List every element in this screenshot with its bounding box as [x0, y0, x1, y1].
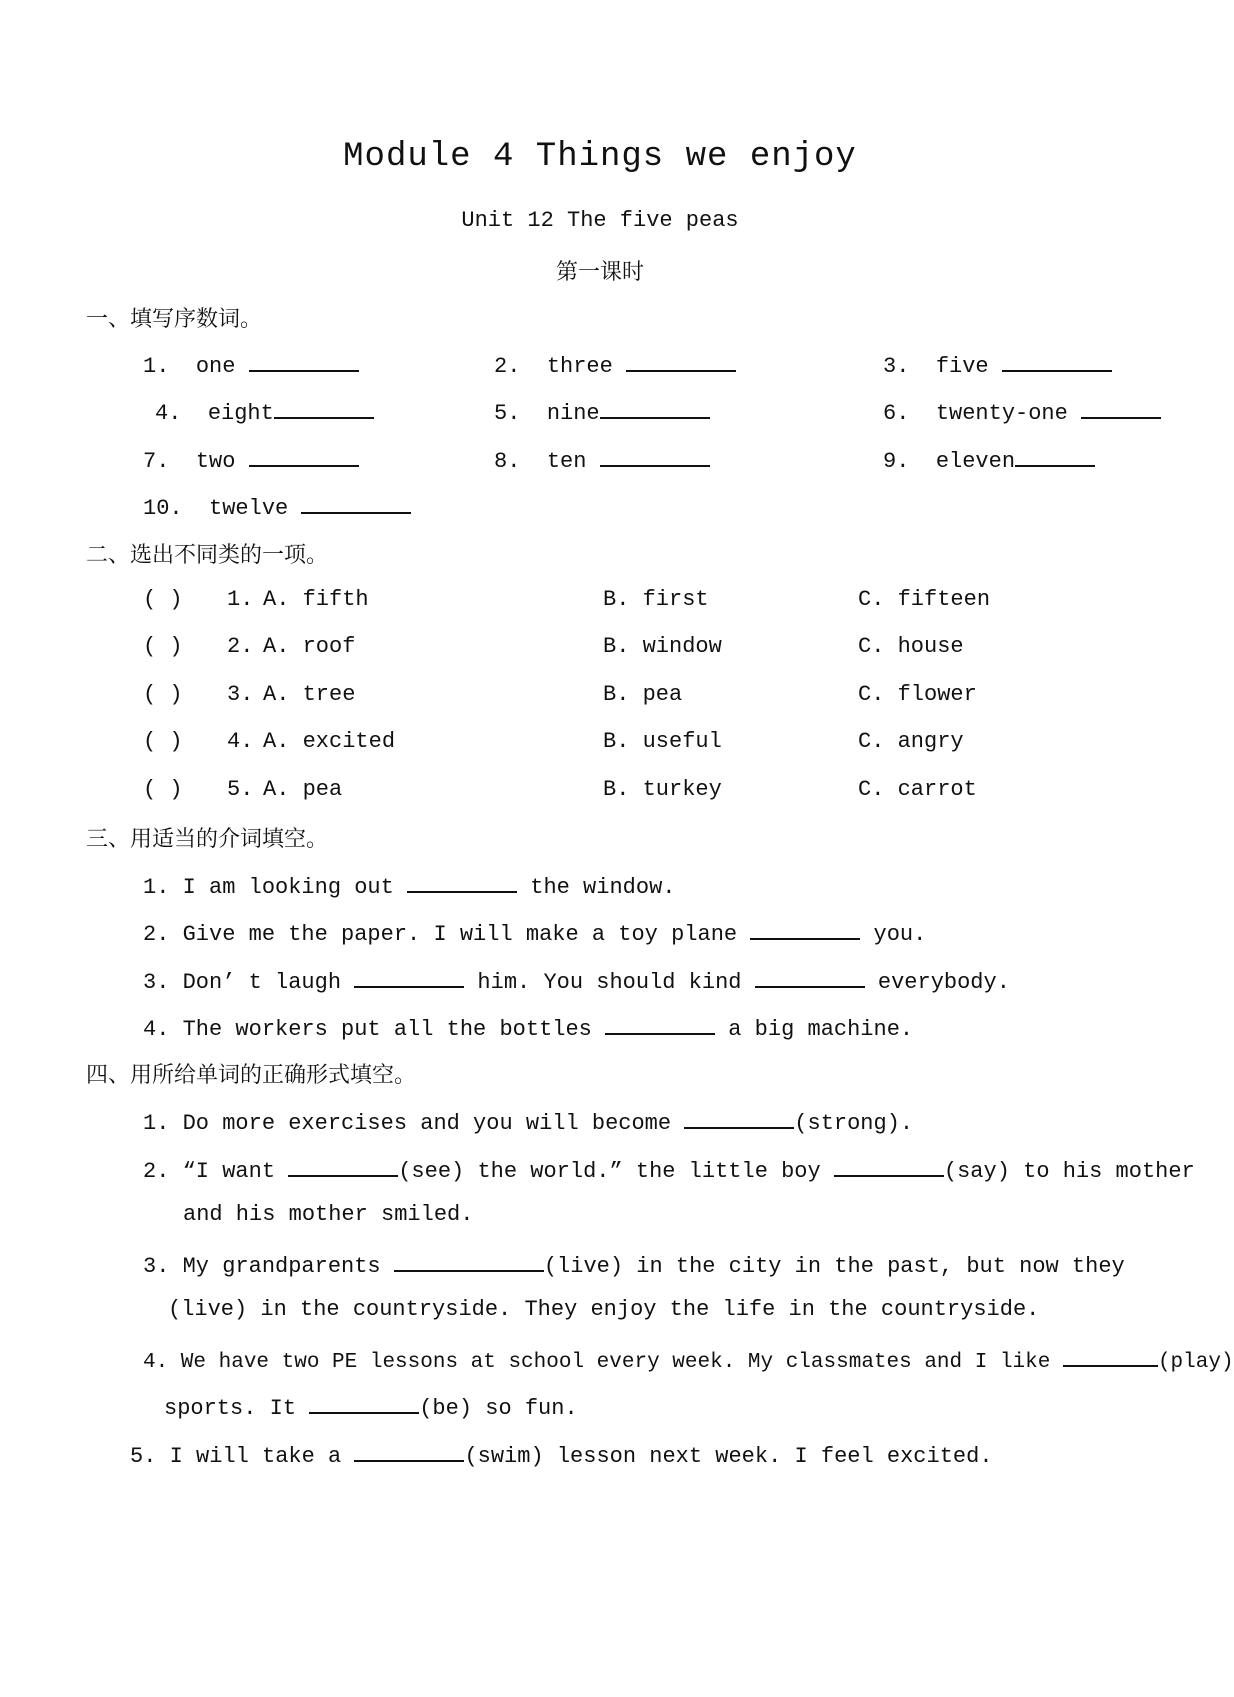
answer-blank[interactable] — [755, 966, 865, 988]
unit-subtitle: Unit 12 The five peas — [461, 208, 739, 233]
option-c: C. angry — [858, 729, 964, 754]
ordinal-item-5: 5. nine — [494, 397, 710, 426]
choice-paren[interactable]: ( ) — [143, 682, 183, 707]
answer-blank[interactable] — [394, 1250, 544, 1272]
word-form-question-3-cont: (live) in the countryside. They enjoy the life in the countryside. — [168, 1297, 1040, 1322]
answer-blank[interactable] — [1015, 445, 1095, 467]
ordinal-item-6: 6. twenty-one — [883, 397, 1161, 426]
choice-num: 3. — [227, 682, 254, 707]
lesson-label: 第一课时 — [555, 260, 644, 285]
ordinal-item-4: 4. eight — [155, 397, 374, 426]
answer-blank[interactable] — [626, 350, 736, 372]
answer-blank[interactable] — [249, 445, 359, 467]
answer-blank[interactable] — [600, 445, 710, 467]
page-title: Module 4 Things we enjoy — [343, 138, 857, 176]
answer-blank[interactable] — [274, 397, 374, 419]
section-1-heading: 一、填写序数词。 — [86, 307, 263, 332]
option-b: B. turkey — [603, 777, 722, 802]
option-a: A. fifth — [263, 587, 369, 612]
answer-blank[interactable] — [354, 966, 464, 988]
answer-blank[interactable] — [1081, 397, 1161, 419]
choice-paren[interactable]: ( ) — [143, 587, 183, 612]
answer-blank[interactable] — [750, 918, 860, 940]
option-a: A. pea — [263, 777, 343, 802]
choice-num: 2. — [227, 634, 254, 659]
word-form-question-2: 2. “I want (see) the world.” the little boy (say) to his mother — [143, 1155, 1195, 1184]
section-2-heading: 二、选出不同类的一项。 — [86, 543, 329, 568]
ordinal-item-3: 3. five — [883, 350, 1112, 379]
option-c: C. house — [858, 634, 964, 659]
option-b: B. first — [603, 587, 709, 612]
ordinal-item-1: 1. one — [143, 350, 359, 379]
option-b: B. useful — [603, 729, 722, 754]
answer-blank[interactable] — [684, 1107, 794, 1129]
ordinal-item-10: 10. twelve — [143, 492, 411, 521]
answer-blank[interactable] — [600, 397, 710, 419]
answer-blank[interactable] — [288, 1155, 398, 1177]
word-form-question-4-cont: sports. It (be) so fun. — [164, 1392, 578, 1421]
answer-blank[interactable] — [605, 1013, 715, 1035]
word-form-question-3: 3. My grandparents (live) in the city in the past, but now they — [143, 1250, 1125, 1279]
choice-paren[interactable]: ( ) — [143, 634, 183, 659]
option-a: A. excited — [263, 729, 396, 754]
section-3-heading: 三、用适当的介词填空。 — [86, 827, 329, 852]
option-a: A. tree — [263, 682, 356, 707]
ordinal-item-9: 9. eleven — [883, 445, 1095, 474]
choice-num: 5. — [227, 777, 254, 802]
ordinal-item-2: 2. three — [494, 350, 736, 379]
section-4-heading: 四、用所给单词的正确形式填空。 — [86, 1063, 417, 1088]
preposition-question-1: 1. I am looking out the window. — [143, 871, 675, 900]
word-form-question-2-cont: and his mother smiled. — [183, 1202, 474, 1227]
answer-blank[interactable] — [407, 871, 517, 893]
choice-num: 4. — [227, 729, 254, 754]
word-form-question-1: 1. Do more exercises and you will become (strong). — [143, 1107, 913, 1136]
answer-blank[interactable] — [249, 350, 359, 372]
option-c: C. fifteen — [858, 587, 991, 612]
ordinal-item-7: 7. two — [143, 445, 359, 474]
ordinal-item-8: 8. ten — [494, 445, 710, 474]
answer-blank[interactable] — [309, 1392, 419, 1414]
preposition-question-4: 4. The workers put all the bottles a big machine. — [143, 1013, 913, 1042]
option-b: B. pea — [603, 682, 683, 707]
answer-blank[interactable] — [1063, 1345, 1158, 1367]
answer-blank[interactable] — [1002, 350, 1112, 372]
choice-paren[interactable]: ( ) — [143, 777, 183, 802]
answer-blank[interactable] — [354, 1440, 464, 1462]
option-b: B. window — [603, 634, 722, 659]
choice-paren[interactable]: ( ) — [143, 729, 183, 754]
answer-blank[interactable] — [834, 1155, 944, 1177]
word-form-question-5: 5. I will take a (swim) lesson next week. I feel excited. — [130, 1440, 993, 1469]
word-form-question-4: 4. We have two PE lessons at school every week. My classmates and I like (play) — [143, 1345, 1234, 1374]
choice-num: 1. — [227, 587, 254, 612]
option-a: A. roof — [263, 634, 356, 659]
preposition-question-3: 3. Don’ t laugh him. You should kind everybody. — [143, 966, 1010, 995]
option-c: C. carrot — [858, 777, 977, 802]
option-c: C. flower — [858, 682, 977, 707]
answer-blank[interactable] — [301, 492, 411, 514]
preposition-question-2: 2. Give me the paper. I will make a toy plane you. — [143, 918, 926, 947]
